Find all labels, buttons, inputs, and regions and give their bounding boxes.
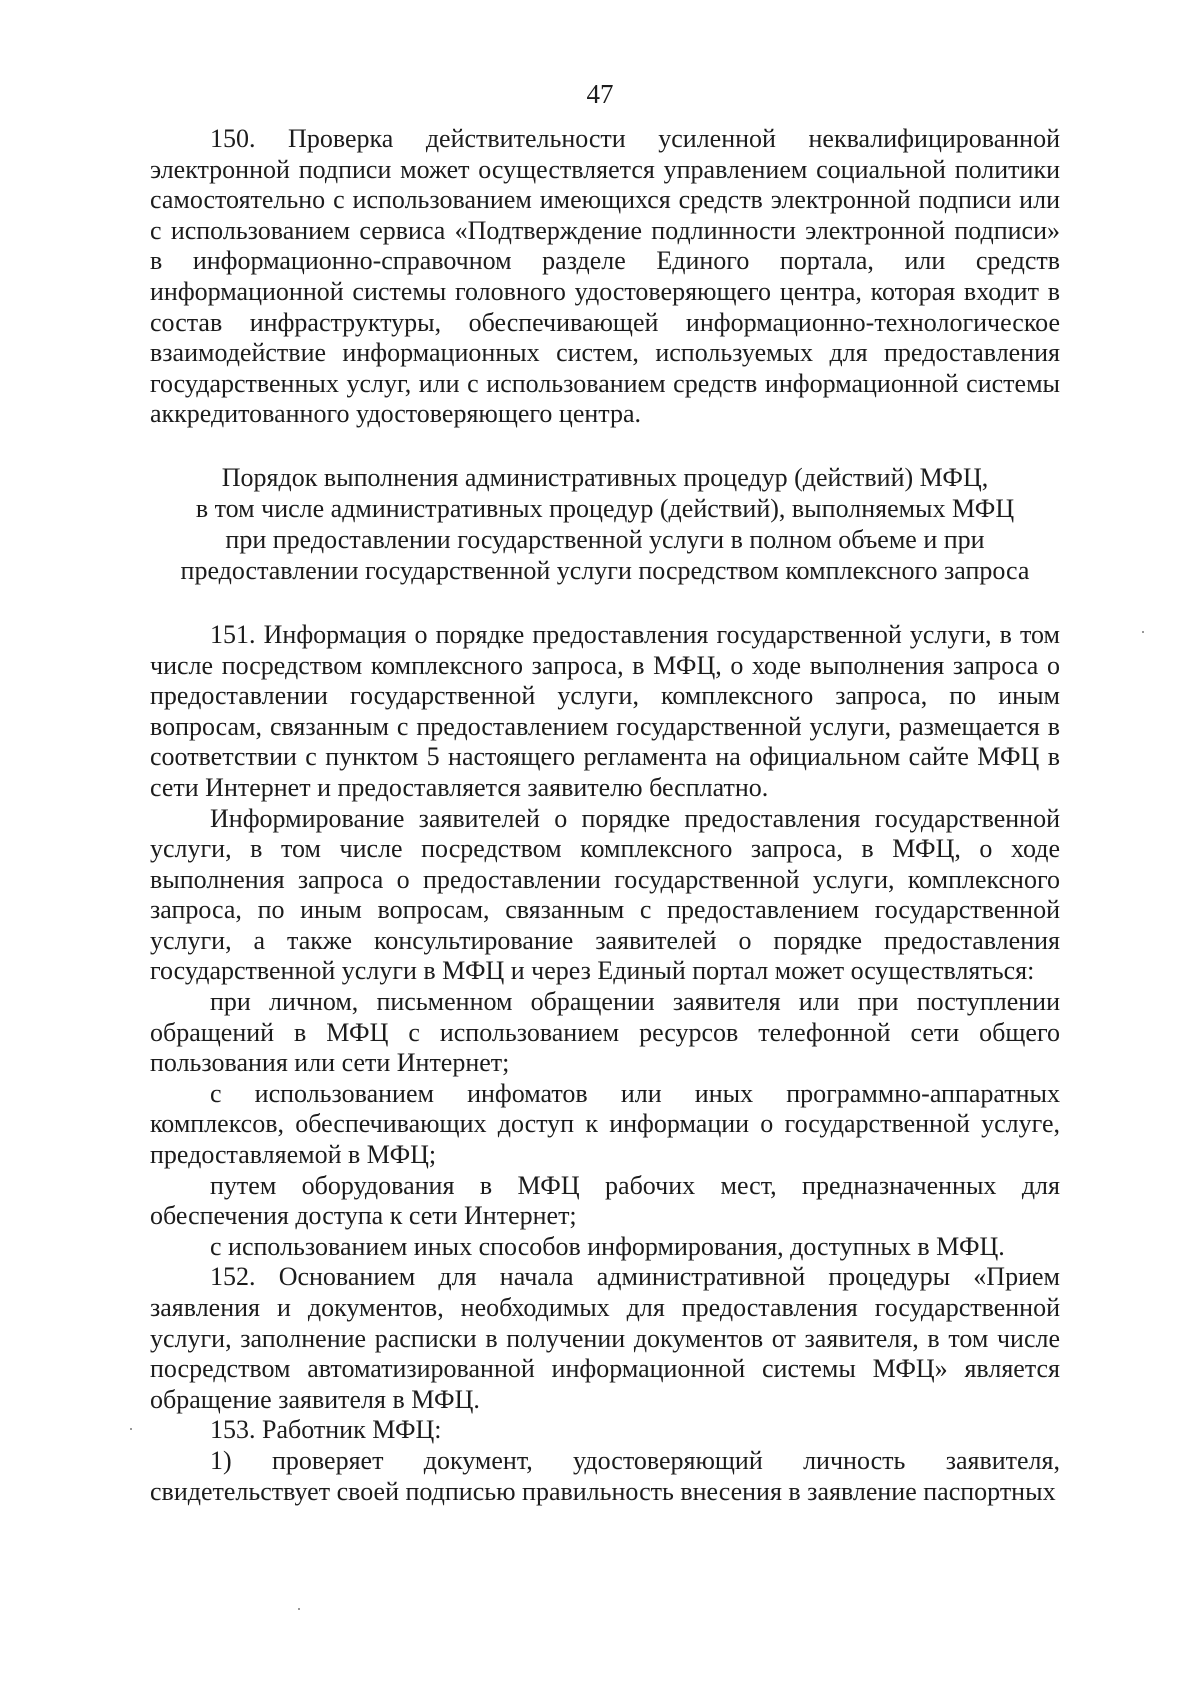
scan-speck [298,1608,300,1610]
paragraph-152: 152. Основанием для начала административной процедуры «Прием заявления и документов, необходимых для предоставления государственной услуги, заполнение расписки в получении документов от заявителя, в том числе посредством автоматизированной информационной системы МФЦ» является обращение заявителя в МФЦ. [150,1262,1060,1414]
heading-line: при предоставлении государственной услуги в полном объеме и при [225,524,985,554]
heading-line: Порядок выполнения административных процедур (действий) МФЦ, [221,462,989,492]
paragraph-method-other: с использованием иных способов информирования, доступных в МФЦ. [210,1231,1005,1261]
scan-speck [1142,631,1144,633]
document-body [150,124,1060,1507]
paragraph-150: 150. Проверка действительности усиленной неквалифицированной электронной подписи может осуществляется управлением социальной политики самостоятельно с использованием имеющихся средств электронной подписи или с использованием сервиса «Подтверждение подлинности электронной подписи» в информационно-справочном разделе Единого портала, или средств информационной системы головного удостоверяющего центра, которая входит в состав инфраструктуры, обеспечивающей информационно-технологическое взаимодействие информационных систем, используемых для предоставления государственных услуг, или с использованием средств информационной системы аккредитованного удостоверяющего центра. [150,124,1060,429]
paragraph-method-infomats: с использованием инфоматов или иных программно-аппаратных комплексов, обеспечивающих доступ к информации о государственной услуге, предоставляемой в МФЦ; [150,1078,1060,1170]
paragraph-151: 151. Информация о порядке предоставления государственной услуги, в том числе посредством комплексного запроса, в МФЦ, о ходе выполнения запроса о предоставлении государственной услуги, комплексного запроса, по иным вопросам, связанным с предоставлением государственной услуги, размещается в соответствии с пунктом 5 настоящего регламента на официальном сайте МФЦ в сети Интернет и предоставляется заявителю бесплатно. [150,619,1060,802]
paragraph-method-personal: при личном, письменном обращении заявителя или при поступлении обращений в МФЦ с использованием ресурсов телефонной сети общего пользования или сети Интернет; [150,987,1060,1078]
paragraph-153: 153. Работник МФЦ: [210,1415,442,1445]
scan-speck [130,1428,132,1430]
paragraph-informing: Информирование заявителей о порядке предоставления государственной услуги, в том числе посредством комплексного запроса, в МФЦ, о ходе выполнения запроса о предоставлении государственной услуги, комплексного запроса, по иным вопросам, связанным с предоставлением государственной услуги, а также консультирование заявителей о порядке предоставления государственной услуги в МФЦ и через Единый портал может осуществляться: [150,803,1060,986]
paragraph-153-item-1: 1) проверяет документ, удостоверяющий личность заявителя, свидетельствует своей подписью правильность внесения в заявление паспортных [150,1445,1060,1506]
paragraph-method-workplaces: путем оборудования в МФЦ рабочих мест, предназначенных для обеспечения доступа к сети Интернет; [150,1170,1060,1231]
section-heading [150,462,1060,586]
heading-line: в том числе административных процедур (действий), выполняемых МФЦ [195,493,1015,523]
heading-line: предоставлении государственной услуги посредством комплексного запроса [180,555,1030,585]
page-number: 47 [586,79,614,109]
